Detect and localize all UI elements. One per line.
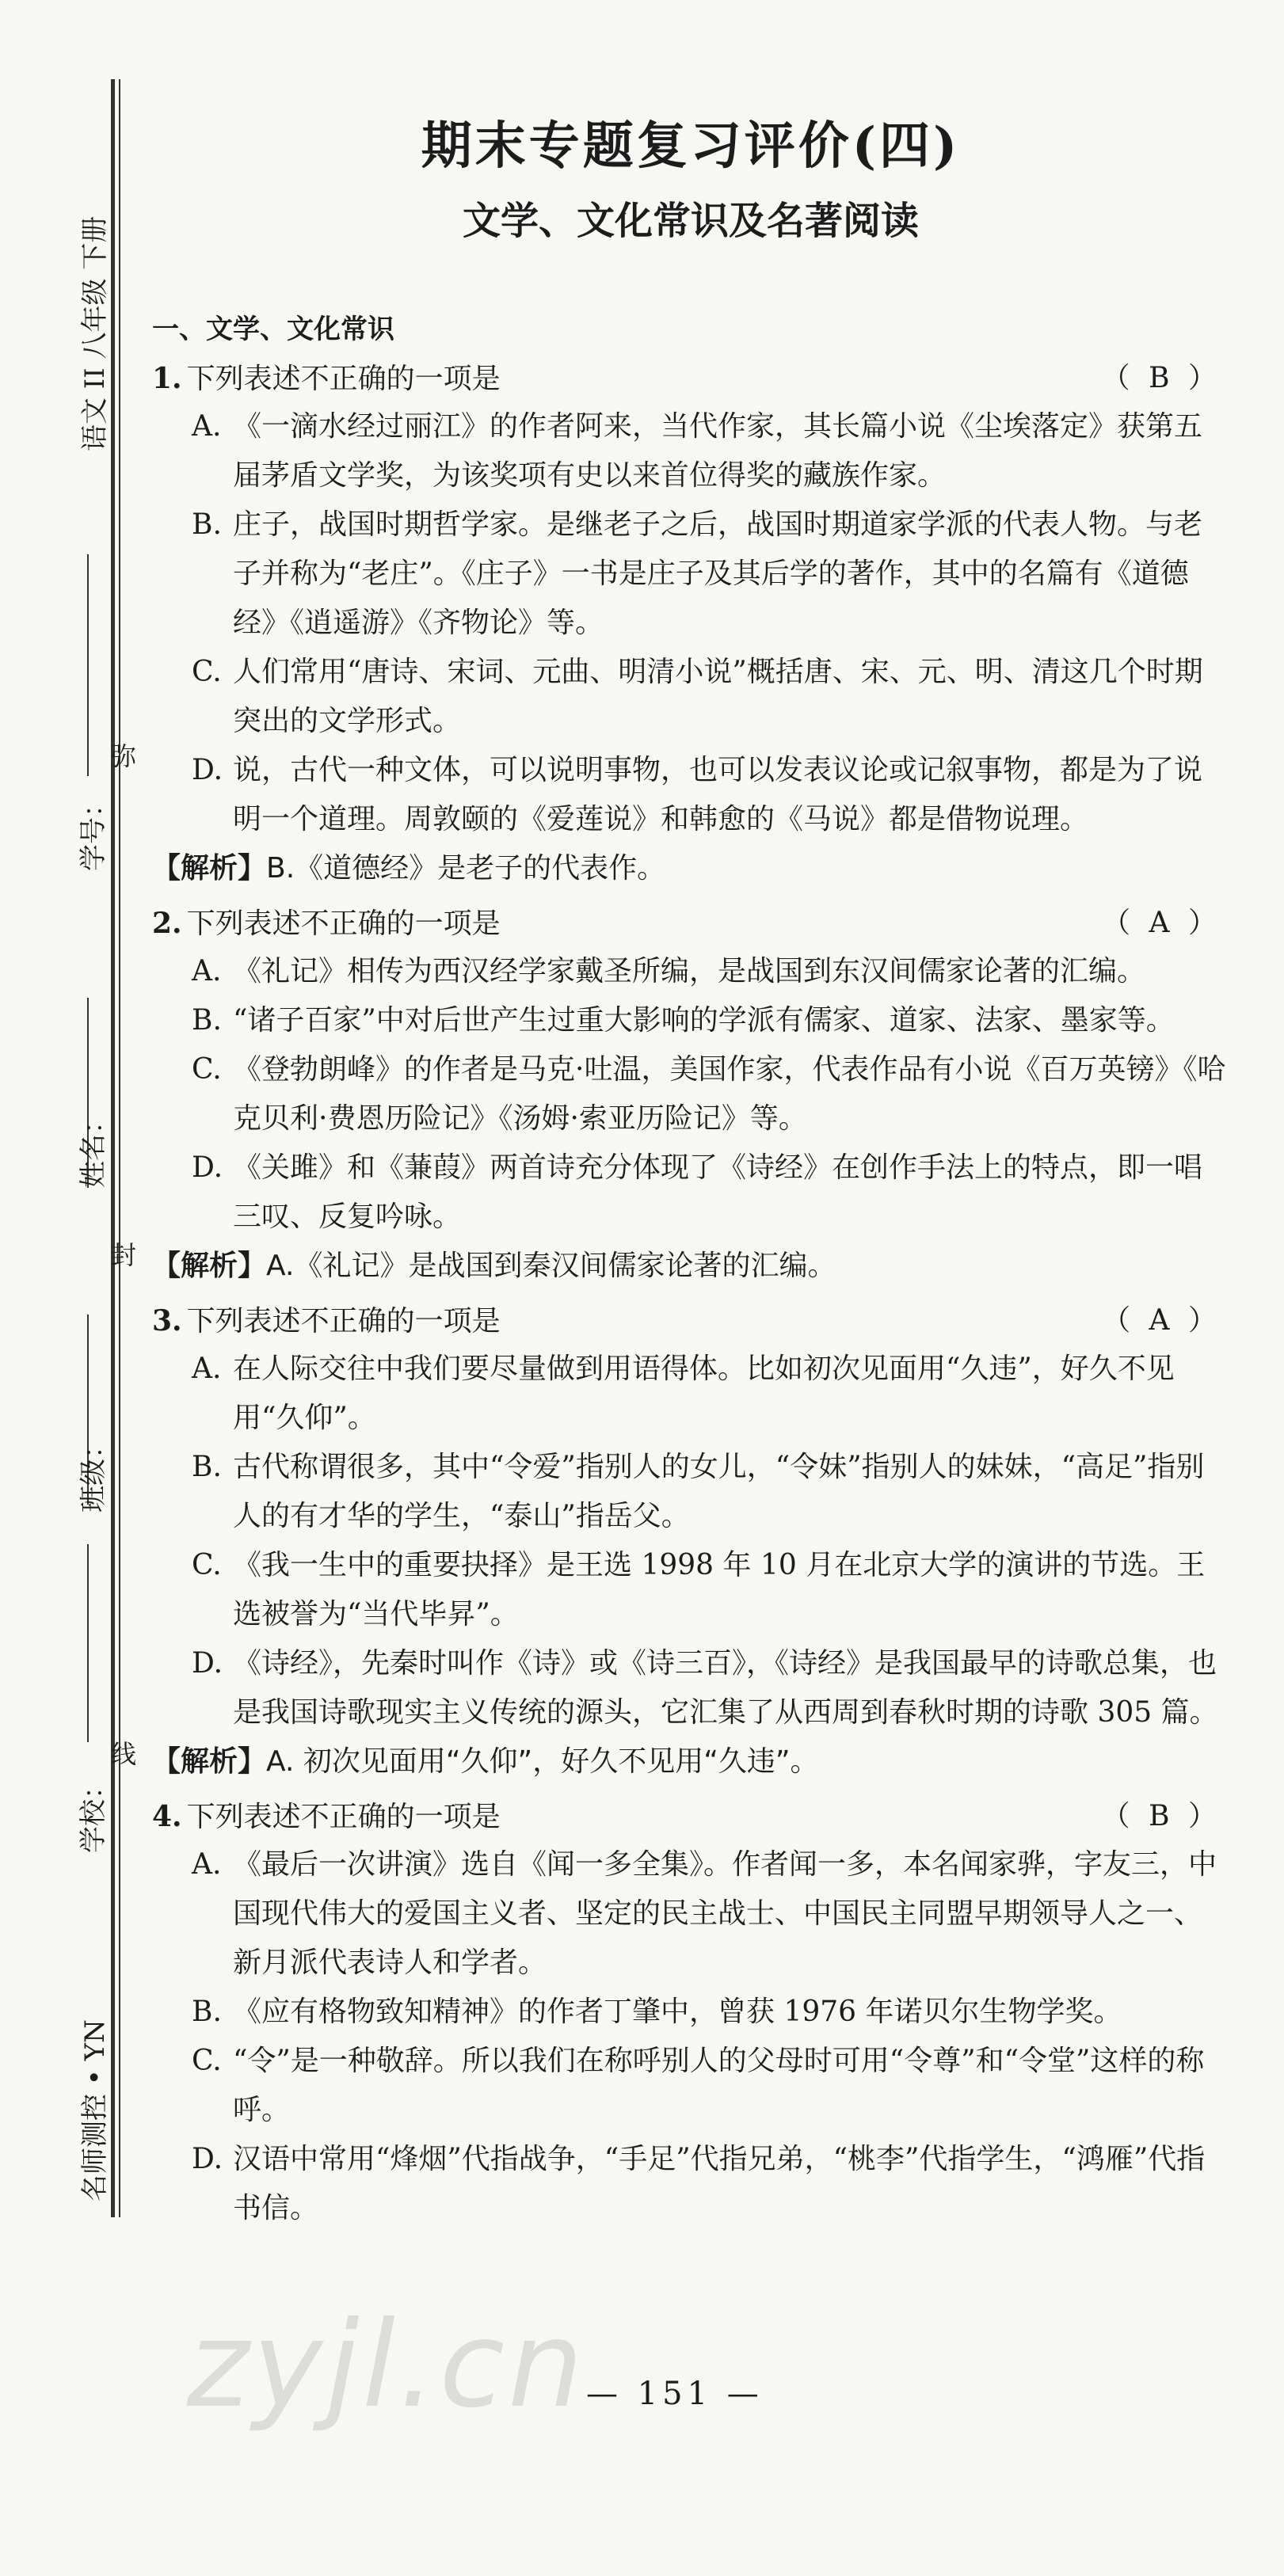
option-label: D. (192, 2143, 223, 2175)
question-stem (152, 1297, 1229, 1345)
option-b (152, 1443, 1229, 1541)
seal-char-xian: 线 (111, 1739, 137, 1769)
answer-box: （ B ） (1101, 362, 1221, 394)
margin-double-line-inner (119, 79, 120, 2217)
option-c (152, 2037, 1229, 2135)
book-label: 语文 II 八年级 下册 (79, 215, 111, 451)
brand-label: 名师测控 • YN (79, 2019, 111, 2201)
analysis (152, 1737, 1229, 1786)
option-text: 庄子，战国时期哲学家。是继老子之后，战国时期道家学派的代表人物。与老子并称为“老庄”。《庄子》一书是庄子及其后学的著作，其中的名篇有《道德经》《逍遥游》《齐物论》等。 (233, 508, 1203, 639)
number-blank-line (87, 554, 89, 776)
name-label: 姓名： (78, 1107, 109, 1188)
question-1 (152, 355, 1229, 893)
question-number: 3. (152, 1304, 182, 1337)
option-label: C. (192, 2045, 222, 2077)
option-a (152, 1345, 1229, 1443)
option-text: 《一滴水经过丽江》的作者阿来，当代作家，其长篇小说《尘埃落定》获第五届茅盾文学奖，为该奖项有史以来首位得奖的藏族作家。 (233, 410, 1203, 492)
analysis-tag: 【解析】 (152, 852, 267, 885)
question-4 (152, 1793, 1229, 2233)
option-label: B. (192, 1451, 222, 1483)
option-label: A. (192, 955, 222, 987)
option-label: A. (192, 1848, 222, 1881)
analysis-text: B.《道德经》是老子的代表作。 (266, 852, 666, 885)
option-text: 《我一生中的重要抉择》是王选 1998 年 10 月在北京大学的演讲的节选。王选被誉为“当代毕昇”。 (233, 1549, 1206, 1630)
option-d (152, 2135, 1229, 2233)
option-b (152, 500, 1229, 648)
option-label: A. (192, 1353, 222, 1385)
option-text: 在人际交往中我们要尽量做到用语得体。比如初次见面用“久违”，好久不见用“久仰”。 (233, 1353, 1175, 1434)
option-label: D. (192, 754, 223, 786)
school-label: 学校： (78, 1772, 109, 1853)
option-a (152, 402, 1229, 500)
option-label: B. (192, 508, 222, 541)
analysis (152, 1242, 1229, 1291)
option-label: D. (192, 1647, 223, 1680)
option-d (152, 746, 1229, 844)
option-text: 《应有格物致知精神》的作者丁肇中，曾获 1976 年诺贝尔生物学奖。 (233, 1996, 1122, 2028)
seal-char-feng: 封 (111, 1240, 137, 1270)
option-label: C. (192, 1053, 222, 1086)
answer-box: （ A ） (1102, 1304, 1221, 1337)
class-label: 班级： (78, 1432, 109, 1512)
question-number: 4. (152, 1800, 182, 1833)
question-stem (152, 355, 1229, 402)
option-label: C. (192, 656, 222, 688)
option-label: D. (192, 1151, 223, 1184)
school-blank-line (87, 1544, 89, 1742)
option-a (152, 1840, 1229, 1988)
option-c (152, 648, 1229, 746)
analysis (152, 844, 1229, 893)
option-text: “令”是一种敬辞。所以我们在称呼别人的父母时可用“令尊”和“令堂”这样的称呼。 (233, 2045, 1205, 2126)
option-text: 《最后一次讲演》选自《闻一多全集》。作者闻一多，本名闻家骅，字友三，中国现代伟大的爱国主义者、坚定的民主战士、中国民主同盟早期领导人之一、新月派代表诗人和学者。 (233, 1848, 1217, 1979)
option-d (152, 1639, 1229, 1737)
question-text: 下列表述不正确的一项是 (186, 1305, 501, 1337)
answer-box: （ B ） (1101, 1800, 1221, 1832)
section-heading: 一、文学、文化常识 (152, 314, 394, 345)
question-text: 下列表述不正确的一项是 (186, 363, 501, 395)
analysis-tag: 【解析】 (152, 1745, 267, 1778)
analysis-text: A. 初次见面用“久仰”，好久不见用“久违”。 (266, 1745, 819, 1778)
option-label: A. (192, 410, 222, 443)
option-text: “诸子百家”中对后世产生过重大影响的学派有儒家、道家、法家、墨家等。 (233, 1004, 1175, 1037)
question-text: 下列表述不正确的一项是 (186, 907, 501, 940)
question-2 (152, 900, 1229, 1291)
analysis-tag: 【解析】 (152, 1250, 267, 1282)
option-label: C. (192, 1549, 222, 1581)
page-content (152, 111, 1229, 2233)
option-c (152, 1541, 1229, 1639)
option-b (152, 996, 1229, 1045)
option-text: 汉语中常用“烽烟”代指战争，“手足”代指兄弟，“桃李”代指学生，“鸿雁”代指书信。 (233, 2143, 1206, 2224)
option-text: 《礼记》相传为西汉经学家戴圣所编，是战国到东汉间儒家论著的汇编。 (233, 955, 1146, 987)
watermark: zyjl.cn (187, 2296, 587, 2434)
option-text: 《诗经》，先秦时叫作《诗》或《诗三百》，《诗经》是我国最早的诗歌总集，也是我国诗歌现实主义传统的源头，它汇集了从西周到春秋时期的诗歌 305 篇。 (233, 1647, 1218, 1729)
seal-char-mi: 弥 (111, 741, 137, 771)
option-label: B. (192, 1004, 222, 1037)
binding-margin (0, 0, 143, 2576)
page-title: 期末专题复习评价(四) (421, 116, 961, 176)
page-subtitle: 文学、文化常识及名著阅读 (462, 199, 919, 243)
option-b (152, 1988, 1229, 2037)
page-number: — 151 — (586, 2376, 764, 2412)
question-3 (152, 1297, 1229, 1786)
option-text: 说，古代一种文体，可以说明事物，也可以发表议论或记叙事物，都是为了说明一个道理。周敦颐的《爱莲说》和韩愈的《马说》都是借物说理。 (233, 754, 1203, 835)
option-a (152, 947, 1229, 996)
option-text: 《登勃朗峰》的作者是马克·吐温，美国作家，代表作品有小说《百万英镑》《哈克贝利·费恩历险记》《汤姆·索亚历险记》等。 (233, 1053, 1226, 1135)
option-text: 人们常用“唐诗、宋词、元曲、明清小说”概括唐、宋、元、明、清这几个时期突出的文学形式。 (233, 656, 1203, 737)
analysis-text: A.《礼记》是战国到秦汉间儒家论著的汇编。 (266, 1250, 836, 1282)
option-label: B. (192, 1996, 222, 2028)
option-text: 《关雎》和《蒹葭》两首诗充分体现了《诗经》在创作手法上的特点，即一唱三叹、反复吟咏。 (233, 1151, 1203, 1233)
option-d (152, 1143, 1229, 1242)
number-label: 学号： (78, 790, 109, 871)
question-stem (152, 900, 1229, 947)
question-stem (152, 1793, 1229, 1840)
answer-box: （ A ） (1102, 907, 1221, 939)
question-text: 下列表述不正确的一项是 (186, 1801, 501, 1833)
question-number: 2. (152, 907, 182, 940)
question-number: 1. (152, 362, 182, 395)
option-text: 古代称谓很多，其中“令爱”指别人的女儿，“令妹”指别人的妹妹，“高足”指别人的有才华的学生，“泰山”指岳父。 (233, 1451, 1205, 1532)
option-c (152, 1045, 1229, 1143)
